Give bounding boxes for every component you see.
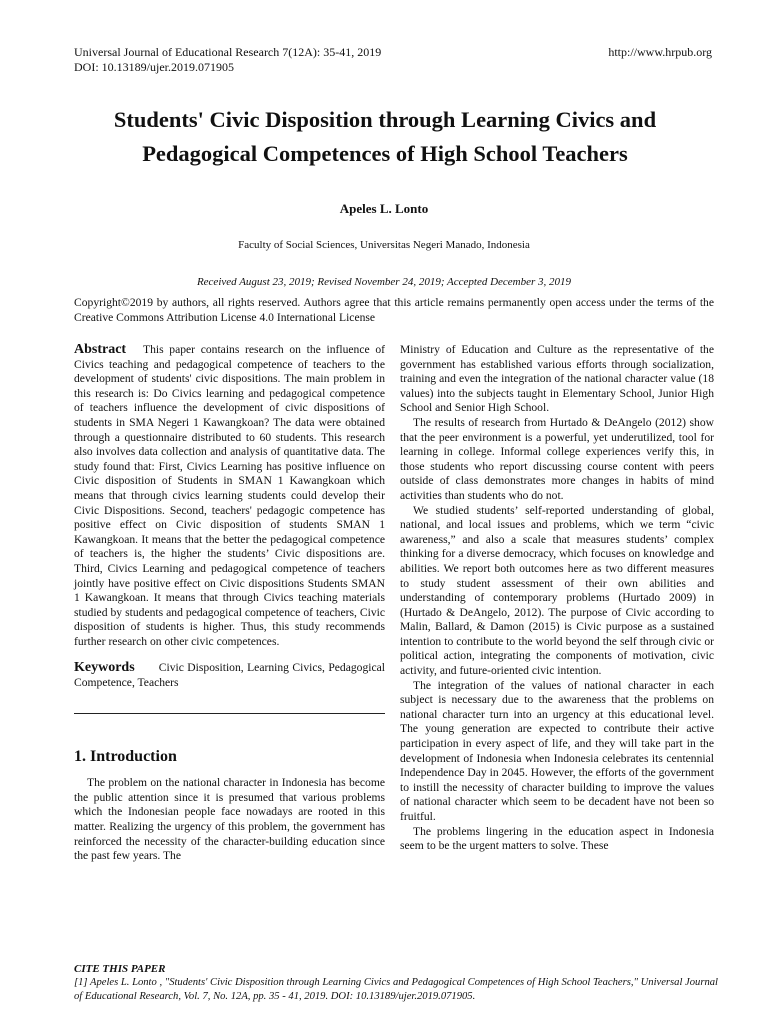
section-divider xyxy=(74,713,385,714)
body-paragraph: We studied students’ self-reported understanding of global, national, and local issues and problems, which we term “civic awareness,” and also a scale that measures students’ complex thinking for a diverse democracy, which focuses on knowledge and abilities. We report both outcomes here as two different measures to study student assessment of their own abilities and understanding of contemporary problems (Hurtado 2009) in (Hurtado & DeAngelo, 2012). The purpose of Civic according to Malin, Ballard, & Damon (2015) is Civic purpose as a sustained intention to contribute to the world beyond the self through civic or political action, integrating the components of motivation, civic activity, and future-oriented civic intention. xyxy=(400,503,714,678)
author-name: Apeles L. Lonto xyxy=(339,201,429,216)
abstract-heading: Abstract xyxy=(74,342,127,357)
doi-line: DOI: 10.13189/ujer.2019.071905 xyxy=(74,60,234,74)
intro-paragraph: The problem on the national character in Indonesia has become the public attention since it is presumed that various problems which the Indonesian people face nowadays are rooted in this matter. Realizing the urgency of this problem, the government has reinforced the necessity of the character-building education since the past few years. The xyxy=(74,776,385,863)
right-column xyxy=(400,343,714,854)
citation-text: [1] Apeles L. Lonto , "Students' Civic Disposition through Learning Civics and Pedagogical Competences of High School Teachers," Universal Journal of Educational Research, Vol. 7, No. 12A, pp. 35 - 41, 2019. DOI: 10.13189/ujer.2019.071905. xyxy=(74,977,719,1002)
paper-title: Students' Civic Disposition through Learning Civics and Pedagogical Competences of High School Teachers xyxy=(113,107,657,166)
body-paragraph: Ministry of Education and Culture as the representative of the government has established various efforts through socialization, training and even the integration of the national character value (18 values) into the subjects taught in Elementary School, Junior High School and Senior High School. xyxy=(400,343,714,415)
abstract-text: This paper contains research on the influence of Civics teaching and pedagogical competence of teachers to the development of students' civic dispositions. The main problem in this research is: Do Civics learning and pedagogical competence of teachers influence the development of civic dispositions of students in SMA Negeri 1 Kawangkoan? The data were obtained through a questionnaire distributed to 60 students. This research also involves data collection and analysis of quantitative data. The study found that: First, Civics Learning has positive influence on Civic disposition of Students in SMAN 1 Kawangkoan which means that through civics learning students could develop their Civic Dispositions. Second, teachers' pedagogic competence has positive effect on Civic disposition of students SMAN 1 Kawangkoan. It means that the better the pedagogical competence of teachers is, the higher the students’ Civic dispositions are. Third, Civics Learning and pedagogical competence of teachers jointly have positive effect on Civic dispositions Students SMAN 1 Kawangkoan. It means that through Civics teaching materials studied by students and pedagogical competence of teachers, Civic disposition of students is higher. Thus, this study recommends further research on other civic competences. xyxy=(74,343,385,648)
left-column xyxy=(74,343,385,864)
body-paragraph: The problems lingering in the education aspect in Indonesia seem to be the urgent matters to solve. These xyxy=(400,824,714,853)
body-paragraph: The integration of the values of national character in each subject is necessary due to the awareness that the problems on national character turn into an urgency at this educational level. The young generation are expected to contribute their active participation in every aspect of life, and they will take part in the development of Indonesia when Indonesia celebrates its centennial Independence Day in 2045. However, the efforts of the government to instill the necessity of character building to improve the values of national character which seem to be decadent have not been so fruitful. xyxy=(400,678,714,823)
author-affiliation: Faculty of Social Sciences, Universitas Negeri Manado, Indonesia xyxy=(238,239,530,251)
keywords-text: Civic Disposition, Learning Civics, Pedagogical Competence, Teachers xyxy=(74,661,385,690)
body-paragraph: The results of research from Hurtado & DeAngelo (2012) show that the peer environment is a powerful, yet underutilized, tool for learning in college. Informal college experiences verify this, in those students who report discussing course content with peers outside of class demonstrates more changes in habits of mind activities than students who do not. xyxy=(400,415,714,502)
abstract-block xyxy=(74,343,385,649)
journal-line: Universal Journal of Educational Research 7(12A): 35-41, 2019 xyxy=(74,45,382,59)
journal-header xyxy=(74,45,381,75)
introduction-heading: 1. Introduction xyxy=(74,747,177,765)
keywords-heading: Keywords xyxy=(74,660,135,676)
publisher-url[interactable]: http://www.hrpub.org xyxy=(608,45,712,59)
copyright-notice: Copyright©2019 by authors, all rights reserved. Authors agree that this article remains permanently open access under the terms of the Creative Commons Attribution License 4.0 International License xyxy=(74,296,714,324)
submission-dates: Received August 23, 2019; Revised November 24, 2019; Accepted December 3, 2019 xyxy=(196,276,572,288)
cite-heading: CITE THIS PAPER xyxy=(74,963,166,975)
keywords-block xyxy=(74,661,385,690)
